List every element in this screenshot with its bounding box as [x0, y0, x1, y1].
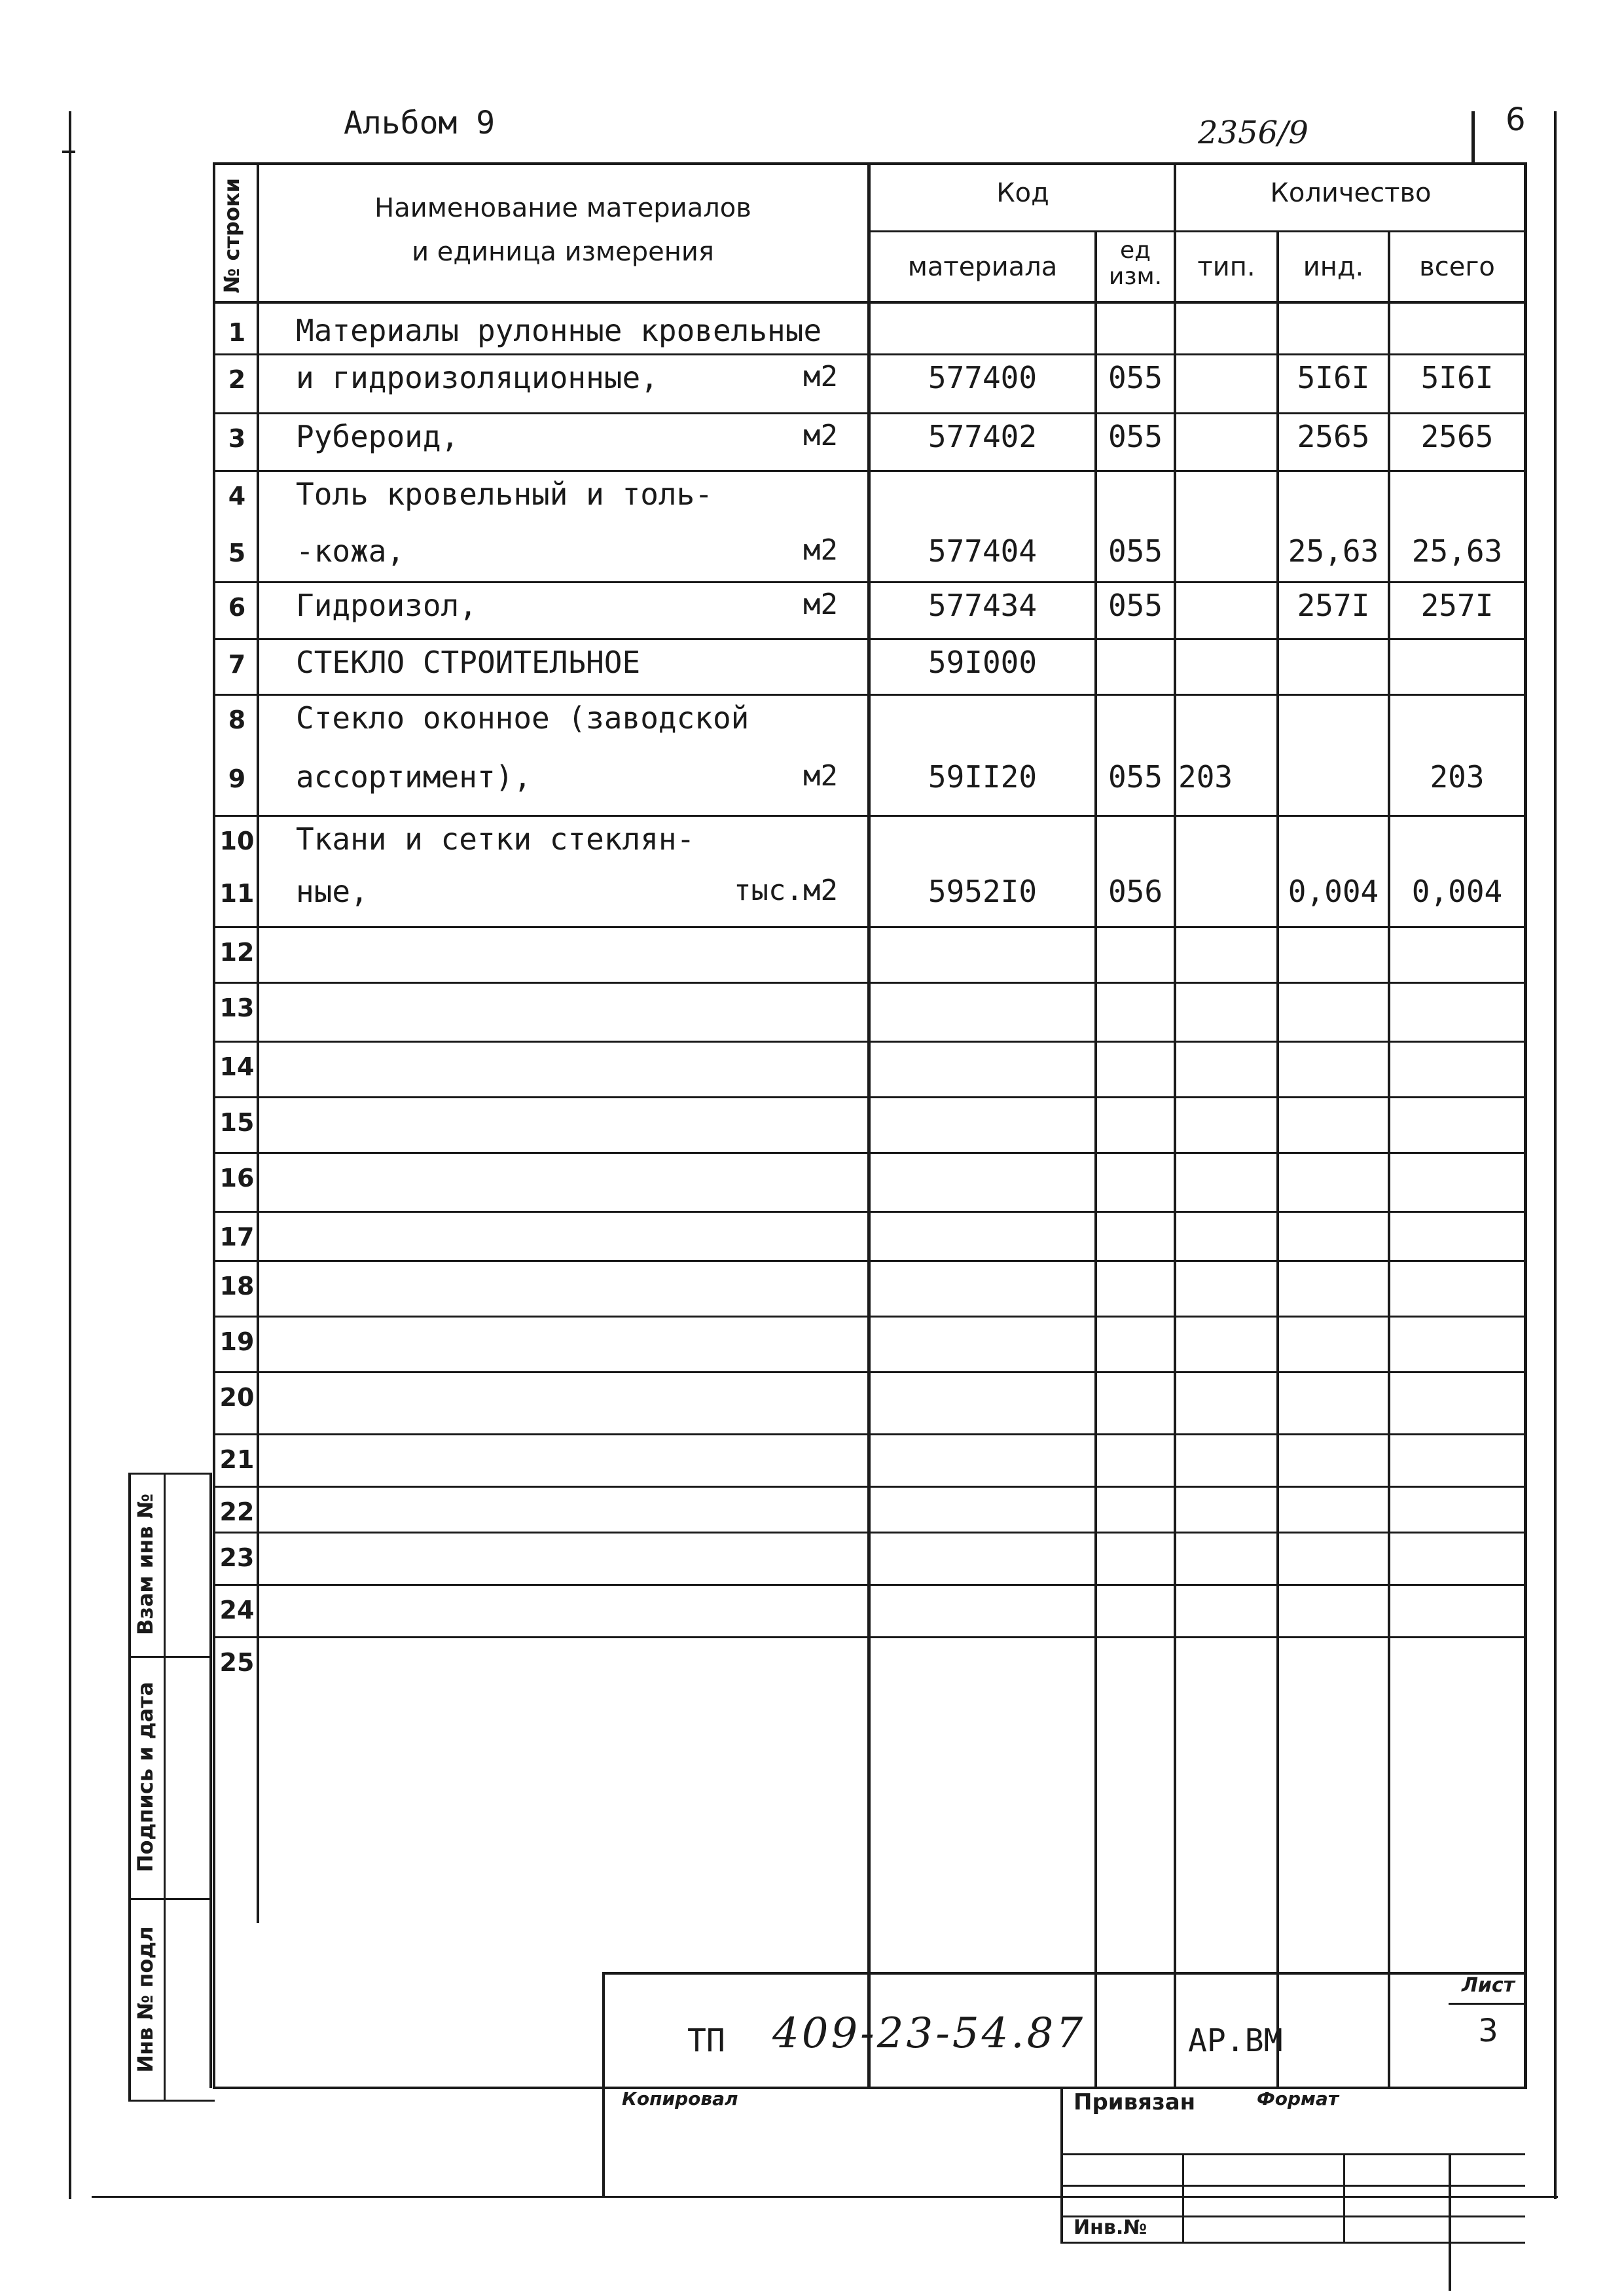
row-code: 577400: [928, 360, 1038, 395]
row-name: Рубероид,: [296, 419, 460, 454]
row-number: 25: [219, 1648, 255, 1677]
row-divider: [213, 1316, 1525, 1318]
tb-doc-top: [602, 1972, 1525, 1975]
row-number: 9: [228, 764, 246, 793]
frame-right: [1554, 111, 1557, 2199]
privyazan-label: Привязан: [1074, 2089, 1196, 2115]
row-divider: [213, 1486, 1525, 1488]
row-number: 10: [219, 827, 255, 855]
page-number-divider: [1471, 111, 1475, 164]
row-code: 577402: [928, 419, 1038, 454]
side-stamp-line-1: [128, 1656, 212, 1658]
row-total: 0,004: [1411, 874, 1503, 909]
row-divider: [213, 1041, 1525, 1043]
row-total: 2565: [1420, 419, 1494, 454]
code-unit-header-1: ед: [1119, 237, 1151, 264]
table-left: [213, 162, 215, 2088]
row-number: 13: [219, 994, 255, 1022]
row-divider: [213, 581, 1525, 583]
row-ind: 2565: [1297, 419, 1370, 454]
row-unit: тыс.м2: [734, 874, 838, 907]
frame-left-top: [69, 111, 71, 2199]
tb-line-4: [1060, 2242, 1525, 2244]
row-edizm: 055: [1108, 419, 1163, 454]
row-name: Ткани и сетки стеклян-: [296, 821, 695, 857]
row-number: 3: [228, 424, 246, 453]
row-code: 577404: [928, 533, 1038, 569]
row-divider: [213, 1260, 1525, 1262]
row-divider: [213, 694, 1525, 696]
row-name: Толь кровельный и толь-: [296, 476, 713, 512]
col-line-ind: [1388, 230, 1390, 2088]
header-subline: [867, 230, 1525, 232]
page-number: 6: [1506, 101, 1526, 138]
row-unit: м2: [803, 419, 838, 452]
tb-vert-3: [1449, 2153, 1451, 2291]
row-no-header: № строки: [219, 177, 244, 294]
row-name: Гидроизол,: [296, 588, 477, 623]
row-number: 14: [219, 1052, 255, 1081]
table-right: [1524, 162, 1527, 2088]
row-divider: [213, 815, 1525, 817]
row-number: 17: [219, 1223, 255, 1251]
row-number: 15: [219, 1108, 255, 1137]
row-total: 5I6I: [1420, 360, 1494, 395]
album-label: Альбом 9: [344, 105, 496, 141]
side-stamp-divider: [164, 1473, 166, 2101]
row-divider: [213, 1636, 1525, 1638]
row-divider: [213, 1584, 1525, 1586]
row-number: 21: [219, 1445, 255, 1474]
doc-code: 409-23-54.87: [772, 2009, 1086, 2058]
row-ind: 0,004: [1288, 874, 1379, 909]
row-number: 19: [219, 1327, 255, 1356]
tb-line-2: [1060, 2185, 1525, 2187]
row-edizm: 055: [1108, 588, 1163, 623]
row-divider: [213, 1371, 1525, 1373]
row-name: ные,: [296, 874, 369, 909]
side-stamp-right: [209, 1473, 212, 2088]
row-name: Стекло оконное (заводской: [296, 700, 749, 736]
col-line-edizm: [1174, 162, 1176, 2088]
row-number: 24: [219, 1596, 255, 1624]
row-name: СТЕКЛО СТРОИТЕЛЬНОЕ: [296, 645, 641, 680]
row-divider: [213, 982, 1525, 984]
row-number: 23: [219, 1543, 255, 1572]
row-number: 11: [219, 879, 255, 908]
tb-vert-1: [1182, 2153, 1184, 2244]
row-ind: 25,63: [1288, 533, 1379, 569]
row-unit: м2: [803, 759, 838, 793]
row-number: 2: [228, 365, 246, 394]
row-number: 1: [228, 318, 246, 347]
col-line-rowno: [257, 162, 259, 1923]
inv-no-label: Инв.№: [1074, 2216, 1147, 2239]
row-edizm: 055: [1108, 360, 1163, 395]
row-number: 5: [228, 539, 246, 567]
row-name: ассортимент),: [296, 759, 532, 795]
row-divider: [213, 1096, 1525, 1098]
frame-bottom: [92, 2196, 1558, 2198]
row-number: 4: [228, 482, 246, 511]
row-divider: [213, 353, 1525, 355]
row-unit: м2: [803, 360, 838, 393]
frame-tick: [62, 151, 75, 153]
row-divider: [213, 1532, 1525, 1534]
row-unit: м2: [803, 588, 838, 621]
row-number: 20: [219, 1383, 255, 1412]
side-label-inv-podl: Инв № подл: [133, 1926, 158, 2073]
row-divider: [213, 412, 1525, 414]
row-divider: [213, 1433, 1525, 1435]
row-name: Материалы рулонные кровельные: [296, 313, 822, 348]
tb-doc-left: [602, 1972, 605, 2196]
row-edizm: 055: [1108, 533, 1163, 569]
doc-prefix: ТП: [687, 2022, 725, 2059]
side-label-vzam-inv: Взам инв №: [133, 1493, 158, 1636]
row-edizm: 056: [1108, 874, 1163, 909]
name-header-line2: и единица измерения: [412, 237, 714, 267]
side-stamp-bottom: [128, 2100, 215, 2102]
row-code: 59II20: [928, 759, 1038, 795]
row-ind: 257I: [1297, 588, 1370, 623]
row-code: 577434: [928, 588, 1038, 623]
row-divider: [213, 638, 1525, 640]
row-edizm: 055: [1108, 759, 1163, 795]
kopiroval-label: Копировал: [622, 2088, 738, 2109]
row-total: 25,63: [1411, 533, 1503, 569]
row-number: 18: [219, 1272, 255, 1300]
row-number: 12: [219, 938, 255, 967]
format-label: Формат: [1257, 2088, 1339, 2109]
row-ind: 5I6I: [1297, 360, 1370, 395]
row-divider: [213, 926, 1525, 928]
row-divider: [213, 470, 1525, 472]
row-number: 22: [219, 1498, 255, 1526]
row-total: 257I: [1420, 588, 1494, 623]
code-material-header: материала: [907, 252, 1058, 282]
side-stamp-left: [128, 1473, 131, 2101]
list-number: 3: [1478, 2013, 1498, 2049]
row-name: и гидроизоляционные,: [296, 360, 659, 395]
quantity-header: Количество: [1270, 178, 1432, 208]
row-divider: [213, 1152, 1525, 1154]
row-number: 7: [228, 650, 246, 679]
row-number: 16: [219, 1164, 255, 1193]
code-unit-header-2: изм.: [1108, 263, 1163, 290]
side-stamp-line-2: [128, 1898, 212, 1900]
row-number: 8: [228, 706, 246, 734]
qty-typ-header: тип.: [1197, 252, 1255, 282]
name-header: Наименование материалов: [374, 193, 751, 223]
doc-suffix: АР.ВМ: [1188, 2022, 1283, 2059]
row-total: 203: [1430, 759, 1485, 795]
tb-line-1: [1060, 2153, 1525, 2155]
tb-privyazan-left: [1060, 2087, 1063, 2244]
col-line-material: [1094, 230, 1097, 2088]
tb-list-box-mid: [1449, 2003, 1525, 2005]
tb-vert-2: [1343, 2153, 1345, 2244]
row-unit: м2: [803, 533, 838, 567]
list-label: Лист: [1461, 1974, 1515, 1997]
code-header: Код: [996, 178, 1049, 208]
side-label-podpis-data: Подпись и дата: [133, 1681, 158, 1873]
row-code: 59I000: [928, 645, 1038, 680]
row-divider: [213, 1211, 1525, 1213]
row-number: 6: [228, 593, 246, 622]
row-typ: 203: [1178, 759, 1233, 795]
row-name: -кожа,: [296, 533, 405, 569]
qty-ind-header: инд.: [1303, 252, 1364, 282]
row-code: 5952I0: [928, 874, 1038, 909]
col-line-typ: [1276, 230, 1279, 2088]
doc-number: 2356/9: [1198, 115, 1308, 151]
qty-total-header: всего: [1419, 252, 1495, 282]
